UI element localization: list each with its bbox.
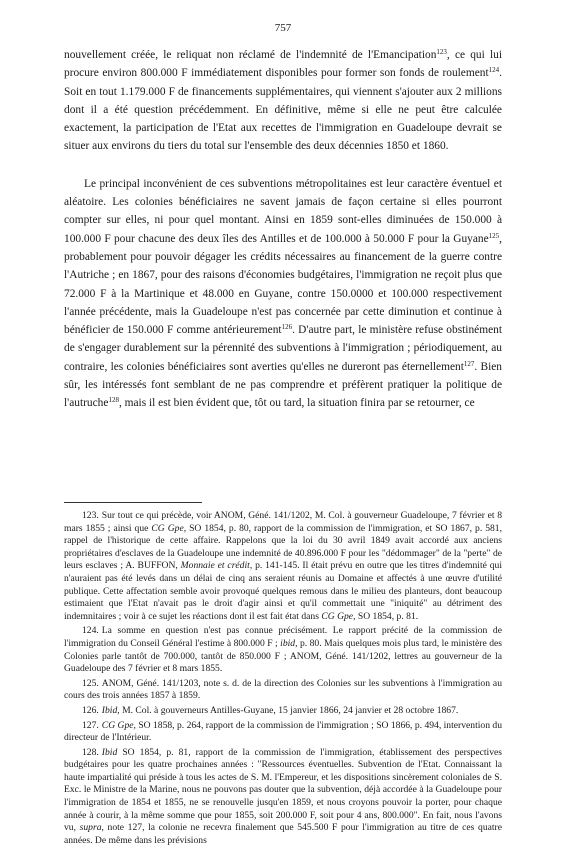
italic-text: Ibid bbox=[101, 704, 118, 716]
footnote-number: 125. bbox=[82, 677, 99, 689]
italic-text: supra bbox=[79, 822, 102, 834]
footnote bbox=[64, 747, 502, 848]
italic-text: CG Gpe bbox=[151, 522, 184, 534]
text-run: , SO 1854, p. 80, rapport de la commission de l'immigration, et SO 1867, p. 581, rappel de l'historique de cette affaire. Rappelons que la loi du 30 avril 1849 avait accordé aux anciens propriétaires d'esclaves de la Guadeloupe une indemnité de 40.896.000 F pour les "dédommager" de la "perte" de leurs esclaves ; A. BUFFON, bbox=[64, 522, 502, 572]
footnote-number: 126. bbox=[82, 704, 99, 716]
text-run: , mais il est bien évident que, tôt ou tard, la situation finira par se retourner, ce bbox=[118, 397, 475, 410]
text-run: . D'autre part, le ministère refuse obstinément de s'engager durablement sur la pérennité des subventions à l'immigration ; périodiquement, au contraire, les colonies bénéficiaires sont averties qu'elles ne dureront pas éternellement bbox=[64, 324, 502, 373]
paragraph-2 bbox=[64, 175, 502, 413]
text-run: Le principal inconvénient de ces subventions métropolitaines est leur caractère éventuel et aléatoire. Les colonies bénéficiaires ne savent jamais de façon certaine si elles pourront compter sur elles, ni pour quel montant. Ainsi en 1859 sont-elles diminuées de 150.000 à 100.000 F pour chacune des deux îles des Antilles et de 100.000 à 50.000 F pour la Guyane bbox=[64, 177, 502, 245]
page-number: 757 bbox=[274, 22, 292, 34]
footnote-number: 128. bbox=[82, 746, 99, 758]
text-run: , M. Col. à gouverneurs Antilles-Guyane, 15 janvier 1866, 24 janvier et 28 octobre 1867. bbox=[117, 704, 459, 716]
text-run: SO 1854, p. 81, rapport de la commission de l'immigration, établissement des perspectives budgétaires pour les quatre prochaines années : "Ressources éventuelles. Subvention de l'Etat. Connaissant la haute impartialité qui préside à tous les actes de S. M. l'Empereur, et les dispositions sincèrement coloniales de S. Exc. le Ministre de la Marine, nous ne pouvons pas douter que la subvention, déjà accordée à la Guadeloupe pour l'immigration de 1854 et 1855, ne se renouvelle jusqu'en 1859, et nous croyons pouvoir la porter, pour chaque année à courir, à la même somme que pour 1855, soit 200.000 F, soit pour 4 ans, 800.000". En fait, nous l'avons vu, bbox=[64, 746, 502, 834]
footnote bbox=[64, 720, 502, 745]
footnote-separator bbox=[64, 502, 202, 503]
text-run: ANOM, Géné. 141/1203, note s. d. de la direction des Colonies sur les subventions à l'immigration au cours des trois années 1857 à 1859. bbox=[64, 677, 502, 702]
text-run: , probablement pour pouvoir dégager les crédits nécessaires au financement de la guerre contre l'Autriche ; en 1867, pour des raisons d'économies budgétaires, l'immigration ne reçoit plus que 72.000 F à la Martinique et 48.000 en Guyane, contre 150.0000 et 100.000 respectivement l'année précédente, mais la Guadeloupe n'est pas concernée par cette diminution et continue à bénéficier de 150.000 F comme antérieurement bbox=[64, 232, 502, 337]
italic-text: Ibid bbox=[101, 746, 118, 758]
body-text bbox=[64, 46, 502, 413]
footnote-ref: 124 bbox=[488, 66, 500, 75]
italic-text: Monnaie et crédit bbox=[180, 560, 250, 572]
text-run: , SO 1854, p. 81. bbox=[353, 610, 419, 622]
footnote-ref: 127 bbox=[463, 359, 475, 368]
footnote-ref: 128 bbox=[108, 396, 119, 405]
text-run: , SO 1858, p. 264, rapport de la commission de l'immigration ; SO 1866, p. 494, intervention du directeur de l'Intérieur. bbox=[64, 719, 502, 744]
footnote bbox=[64, 705, 502, 718]
text-run: nouvellement créée, le reliquat non réclamé de l'indemnité de l'Emancipation bbox=[64, 49, 437, 61]
footnote-ref: 126 bbox=[281, 323, 293, 332]
footnote bbox=[64, 510, 502, 623]
paragraph-1 bbox=[64, 46, 502, 156]
footnote-ref: 125 bbox=[488, 231, 500, 240]
text-run: , ce qui lui procure environ 800.000 F immédiatement disponibles pour former son fonds de roulement bbox=[64, 49, 502, 80]
text-run: , note 127, la colonie ne recevra finalement que 545.500 F pour l'immigration au titre de ces quatre années. De même dans les prévisions bbox=[64, 822, 503, 846]
italic-text: CG Gpe bbox=[101, 719, 134, 731]
text-run: , p. 141-145. Il était prévu en outre que les titres d'indemnité qui n'auraient pas été levés dans un délai de cinq ans seraient réunis au Domaine et affectés à une œuvre d'utilité publique. Cette affectation semble avoir provoqué quelques remous dans le milieu des planteurs, dont beaucoup estimaient que l'Etat n'avait pas le droit d'agir ainsi et qu'il commettait une "iniquité" au détriment des indemnitaires ; voir à ce sujet les réactions dont il est fait état dans bbox=[64, 560, 503, 622]
footnote-number: 124. bbox=[82, 625, 99, 637]
footnote bbox=[64, 625, 502, 675]
text-run: La somme en question n'est pas connue précisément. Le rapport précité de la commission de l'immigration du Conseil Général l'estime à 800.000 F ; bbox=[64, 625, 502, 649]
footnote-number: 123. bbox=[82, 510, 99, 521]
text-run: , p. 80. Mais quelques mois plus tard, le ministère des Colonies parle tantôt de 700.000, tantôt de 850.000 F ; ANOM, Géné. 141/1202, lettres au gouverneur de la Guadeloupe des 7 février et 8 mars 1855. bbox=[64, 637, 502, 675]
text-run: . Bien sûr, les intéressés font semblant de ne pas comprendre et préfèrent pratiquer la politique de l'autruche bbox=[64, 360, 502, 410]
text-run: Sur tout ce qui précède, voir ANOM, Géné. 141/1202, M. Col. à gouverneur Guadeloupe, 7 février et 8 mars 1855 ; ainsi que bbox=[64, 510, 502, 534]
footnote-ref: 123 bbox=[436, 48, 447, 56]
italic-text: ibid bbox=[280, 637, 296, 649]
italic-text: CG Gpe bbox=[321, 610, 354, 622]
footnotes bbox=[64, 510, 502, 849]
text-run: . Soit en tout 1.179.000 F de financements supplémentaires, qui viennent s'ajouter aux 2 millions dont il a été question précédemment. En définitive, même si elle ne peut être calculée exactement, la participation de l'Etat aux recettes de l'immigration en Guadeloupe devrait se situer aux environs du tiers du total sur l'ensemble des deux décennies 1850 et 1860. bbox=[64, 67, 502, 153]
footnote bbox=[64, 678, 502, 703]
footnote-number: 127. bbox=[82, 719, 99, 731]
